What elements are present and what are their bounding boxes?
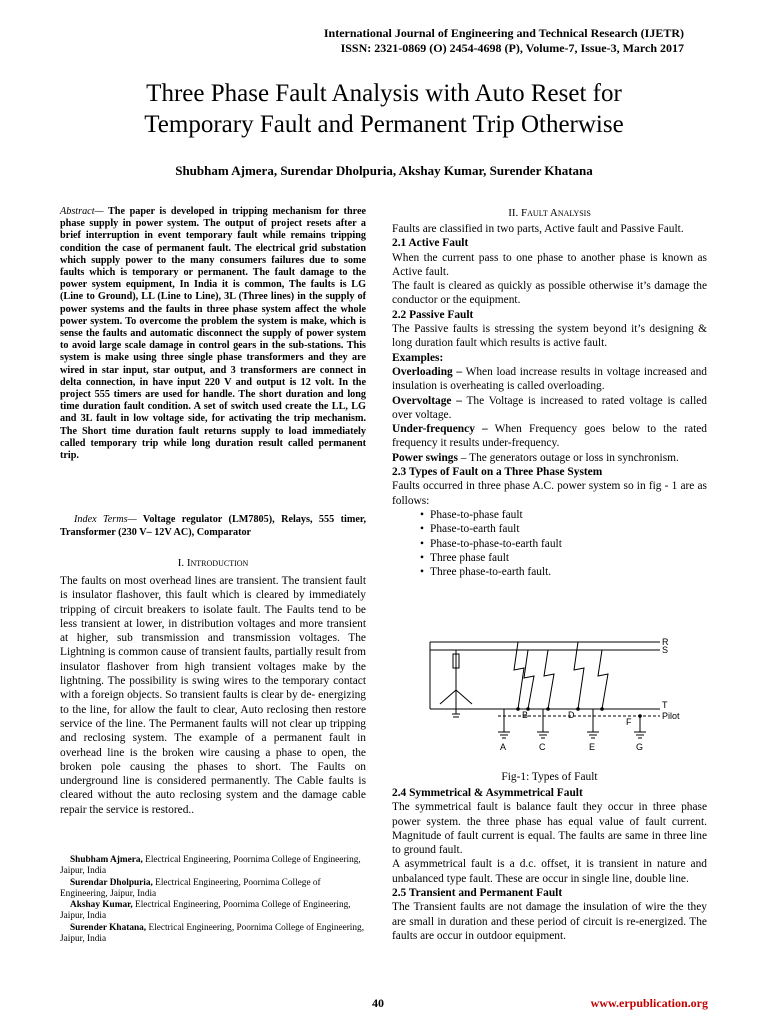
example-term: Overvoltage – bbox=[392, 394, 462, 407]
abstract bbox=[60, 206, 366, 462]
journal-name: International Journal of Engineering and Technical Research (IJETR) bbox=[323, 26, 684, 40]
fault-symbol bbox=[598, 650, 608, 709]
publisher-url: www.erpublication.org bbox=[590, 996, 708, 1010]
paragraph-2-5: The Transient faults are not damage the insulation of wire the they are small in duration and these period of circuit is re-energized. The faults are occur in outdoor equipment. bbox=[392, 901, 707, 942]
label-a: A bbox=[500, 742, 507, 752]
footnote-4 bbox=[60, 923, 366, 946]
example-underfrequency bbox=[392, 422, 707, 451]
example-text: When Frequency goes below to the rated frequency it results under-frequency. bbox=[392, 423, 707, 450]
fault-symbol bbox=[574, 642, 584, 709]
paragraph-2-3: Faults occurred in three phase A.C. power system so in fig - 1 are as follows: bbox=[392, 480, 707, 507]
title-line-2: Temporary Fault and Permanent Trip Otherwise bbox=[144, 111, 624, 138]
ground-symbol bbox=[498, 732, 510, 738]
list-item: • Phase-to-phase fault bbox=[392, 508, 707, 522]
example-term: Power swings bbox=[392, 451, 458, 464]
footnote-1 bbox=[60, 855, 366, 878]
paragraph-2-1a: When the current pass to one phase to another phase is known as Active fault. bbox=[392, 251, 707, 278]
label-r: R bbox=[662, 637, 669, 647]
ground-symbol bbox=[634, 732, 646, 738]
fault-symbol bbox=[524, 650, 534, 709]
fault-types-figure bbox=[418, 632, 688, 760]
section-2-body-top bbox=[392, 222, 707, 579]
footnote-affiliation: Electrical Engineering, Poornima College of Engineering, Jaipur, India bbox=[60, 922, 365, 945]
examples-heading: Examples: bbox=[392, 351, 444, 364]
abstract-text: The paper is developed in tripping mechanism for three phase supply in power system. The output of project resets after a brief interruption in event temporary fault while remains tripping condition the case of permanent fault. The electrical grid substation which supply power to the many consumers failures due to some faults which is temporary or permanent. The fault damage to the power system equipment, In India it is common, The faults is LG (Line to Ground), LL (Line to Line), 3L (Three lines) in the supply of power systems and the faults in three phase system affect the whole power system. To overcome the problem the system is make, which is sense the faults and automatic disconnect the supply of power system to avoid large scale damage in control gears in the sub-stations. This system is make using three single phase transformers and they are wired in star input, star output, and 3 transformers are connect in delta connection, in have input 220 V and output is 12 volt. In the project 555 timers are used for handle. The short duration and long time duration fault condition. A set of switch used create the LL, LG and 3L fault in low voltage side, for activating the trip mechanism. The Short time duration fault returns supply to load immediately called temporary trip while long duration result called permanent trip. bbox=[60, 206, 366, 462]
example-power-swings bbox=[392, 451, 707, 465]
index-terms-text: Voltage regulator (LM7805), Relays, 555 timer, Transformer (230 V– 12V AC), Comparator bbox=[60, 514, 366, 538]
label-t: T bbox=[662, 700, 668, 710]
subsection-2-3-heading: 2.3 Types of Fault on a Three Phase System bbox=[392, 466, 603, 479]
example-overloading bbox=[392, 365, 707, 394]
ground-symbol bbox=[587, 732, 599, 738]
introduction-text: The faults on most overhead lines are transient. The transient fault is insulator flashover, this fault which is cleared by immediately tripping of circuit breakers to isolate fault. The Faults tend to be less transient at lower, in distribution voltages and more transient at higher, sub transmission and transmission voltages. The Lightning is common cause of transient faults, partially result from insulator flashover from high transient voltages make by the lightning. The possibility is swing wires to the temporary contact with a foreign objects. So transient faults is clear by de- energizing to the line, for allow the fault to clear, Auto reclosing then restore service of the line. The Permanent faults will not clear up tripping and reclosing system. The example of a permanent fault in overhead line is the broken wire causing a phase to open, the broken pole causing the phases to short. The Faults on underground line is considered permanently. The Cable faults is cleared without the auto reclosing system and the damage cable repair the service is restored.. bbox=[60, 575, 366, 816]
footnote-2 bbox=[60, 878, 366, 901]
section-2-intro: Faults are classified in two parts, Active fault and Passive Fault. bbox=[392, 223, 684, 235]
footnote-affiliation: Electrical Engineering, Poornima College of Engineering, Jaipur, India bbox=[60, 877, 321, 899]
label-b: B bbox=[522, 710, 529, 720]
footnote-name: Shubham Ajmera, bbox=[70, 855, 143, 865]
label-c: C bbox=[539, 742, 546, 752]
footnote-name: Akshay Kumar, bbox=[70, 900, 133, 911]
section-1-heading bbox=[60, 556, 366, 570]
fault-types-list bbox=[392, 508, 707, 579]
section-2-heading bbox=[392, 206, 707, 220]
label-pilot: Pilot bbox=[662, 711, 680, 721]
abstract-label: Abstract— bbox=[60, 206, 104, 217]
label-d: D bbox=[568, 710, 575, 720]
section-2-title: Fault Analysis bbox=[521, 207, 591, 219]
index-terms-label: Index Terms— bbox=[74, 514, 137, 525]
label-s: S bbox=[662, 645, 669, 655]
title-line-1: Three Phase Fault Analysis with Auto Reset for bbox=[146, 80, 622, 107]
index-terms bbox=[60, 514, 366, 539]
section-2-body-bottom bbox=[392, 786, 707, 943]
footnote-name: Surendar Dholpuria, bbox=[70, 877, 153, 888]
example-text: The Voltage is increased to rated voltage is called over voltage. bbox=[392, 394, 707, 421]
example-text: When load increase results in voltage increased and insulation is overheating is called overloading. bbox=[392, 365, 707, 393]
example-overvoltage bbox=[392, 394, 707, 423]
fault-symbol bbox=[514, 642, 524, 709]
paragraph-2-2: The Passive faults is stressing the system beyond it’s designing & long duration fault which results is active fault. bbox=[392, 323, 707, 350]
footnote-3 bbox=[60, 900, 366, 923]
label-f: F bbox=[626, 717, 632, 727]
paragraph-2-4b: A asymmetrical fault is a d.c. offset, it is transient in nature and unbalanced type fault. These are occur in single line, double line. bbox=[392, 858, 707, 885]
paragraph-2-4a: The symmetrical fault is balance fault they occur in three phase power system. the three phase has equal value of fault current. Magnitude of fault current is equal. The faults are same in three line to ground fault. bbox=[392, 801, 707, 857]
example-term: Under-frequency – bbox=[392, 423, 488, 436]
ground-symbol bbox=[537, 732, 549, 738]
figure-caption: Fig-1: Types of Fault bbox=[501, 771, 598, 783]
author-footnotes bbox=[60, 855, 366, 945]
section-1-title: Introduction bbox=[186, 557, 249, 569]
list-item: • Phase-to-phase-to-earth fault bbox=[392, 537, 707, 551]
journal-issn: ISSN: 2321-0869 (O) 2454-4698 (P), Volume-7, Issue-3, March 2017 bbox=[340, 41, 684, 55]
paper-title bbox=[40, 78, 728, 140]
list-item: • Phase-to-earth fault bbox=[392, 522, 707, 536]
label-e: E bbox=[589, 742, 596, 752]
footnote-affiliation: Electrical Engineering, Poornima College of Engineering, Jaipur, India bbox=[60, 900, 351, 922]
subsection-2-1-heading: 2.1 Active Fault bbox=[392, 237, 469, 250]
subsection-2-4-heading: 2.4 Symmetrical & Asymmetrical Fault bbox=[392, 787, 583, 799]
fault-symbol bbox=[544, 650, 554, 709]
section-1-number: I. bbox=[177, 557, 187, 569]
section-2-number: II. bbox=[508, 207, 522, 219]
authors-line: Shubham Ajmera, Surendar Dholpuria, Akshay Kumar, Surender Khatana bbox=[175, 163, 593, 178]
footnote-affiliation: Electrical Engineering, Poornima College of Engineering, Jaipur, India bbox=[60, 855, 361, 877]
example-term: Overloading – bbox=[392, 365, 463, 378]
label-g: G bbox=[636, 742, 644, 752]
list-item: • Three phase-to-earth fault. bbox=[392, 565, 707, 579]
subsection-2-2-heading: 2.2 Passive Fault bbox=[392, 308, 474, 321]
journal-header bbox=[324, 26, 684, 56]
list-item: • Three phase fault bbox=[392, 551, 707, 565]
page-number: 40 bbox=[372, 996, 384, 1010]
paragraph-2-1b: The fault is cleared as quickly as possible otherwise it’s damage the conductor or the equipment. bbox=[392, 280, 707, 307]
subsection-2-5-heading: 2.5 Transient and Permanent Fault bbox=[392, 887, 563, 900]
footnote-name: Surender Khatana, bbox=[70, 922, 147, 933]
example-text: – The generators outage or loss in synchronism. bbox=[457, 451, 679, 464]
